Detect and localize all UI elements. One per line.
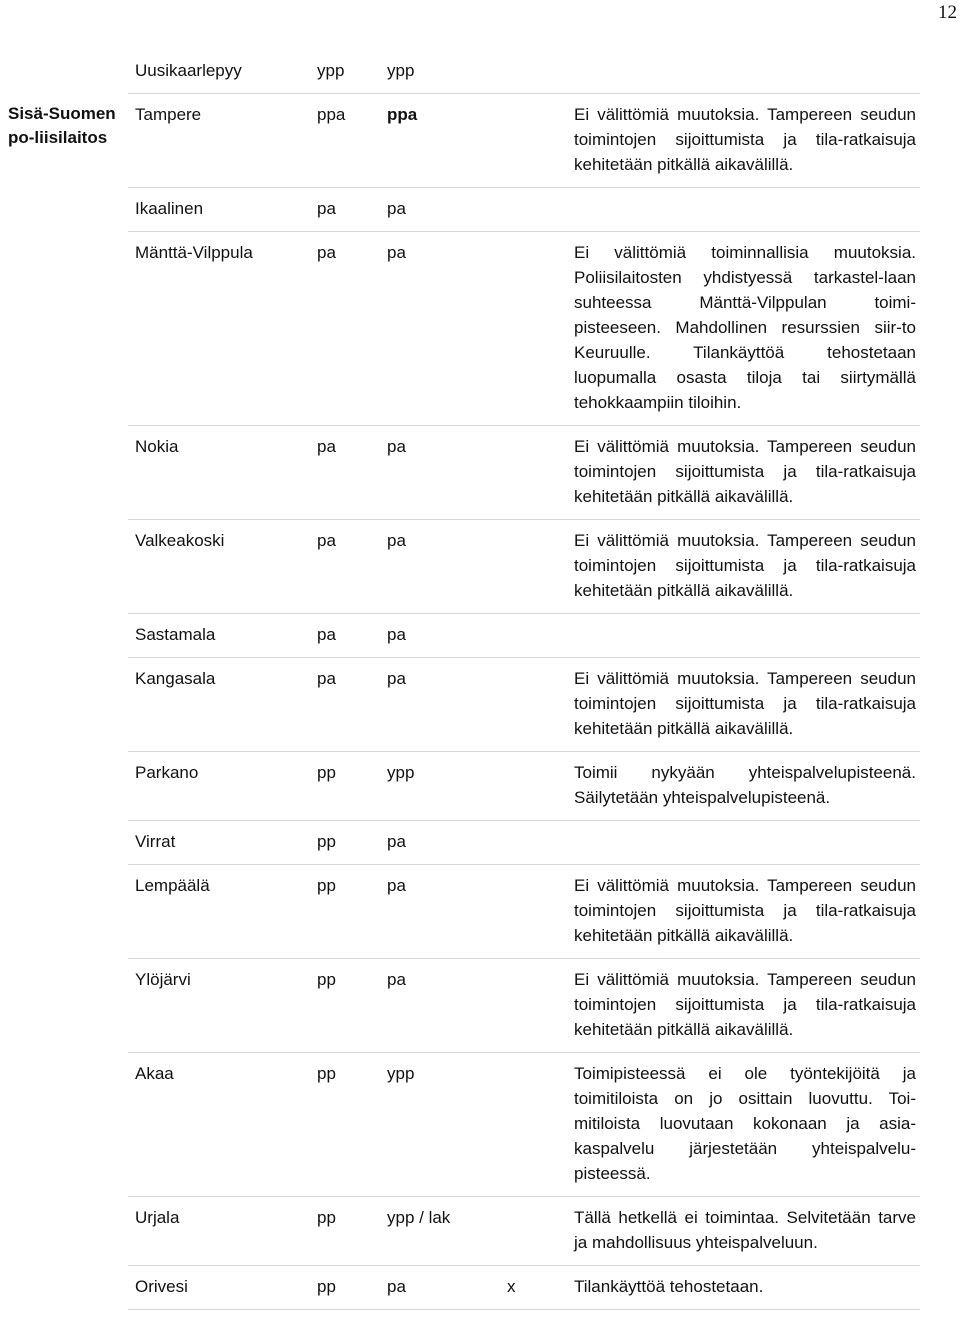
org-name bbox=[0, 959, 128, 1053]
table-row bbox=[0, 520, 920, 614]
org-name bbox=[0, 1266, 128, 1310]
mark bbox=[500, 865, 567, 959]
proposed-status: ppa bbox=[380, 94, 500, 188]
location-name: Akaa bbox=[128, 1053, 310, 1197]
location-name: Kangasala bbox=[128, 658, 310, 752]
org-name bbox=[0, 426, 128, 520]
org-name bbox=[0, 1197, 128, 1266]
table-row bbox=[0, 426, 920, 520]
proposed-status: pa bbox=[380, 232, 500, 426]
location-name: Uusikaarlepyy bbox=[128, 50, 310, 94]
location-name: Mänttä-Vilppula bbox=[128, 232, 310, 426]
table-row bbox=[0, 232, 920, 426]
note-text bbox=[567, 614, 920, 658]
proposed-status: pa bbox=[380, 865, 500, 959]
proposed-status: pa bbox=[380, 426, 500, 520]
location-name: Sastamala bbox=[128, 614, 310, 658]
note-text: Ei välittömiä muutoksia. Tampereen seudun toimintojen sijoittumista ja tila-ratkaisuja kehitetään pitkällä aikavälillä. bbox=[567, 520, 920, 614]
org-name bbox=[0, 520, 128, 614]
proposed-status: pa bbox=[380, 959, 500, 1053]
location-name: Lempäälä bbox=[128, 865, 310, 959]
table-row bbox=[0, 1197, 920, 1266]
table-row bbox=[0, 188, 920, 232]
current-status: pp bbox=[310, 865, 380, 959]
police-station-table bbox=[0, 50, 920, 1310]
mark bbox=[500, 1053, 567, 1197]
note-text: Toimii nykyään yhteispalvelupisteenä. Säilytetään yhteispalvelupisteenä. bbox=[567, 752, 920, 821]
location-name: Ikaalinen bbox=[128, 188, 310, 232]
proposed-status: pa bbox=[380, 614, 500, 658]
mark bbox=[500, 614, 567, 658]
current-status: pp bbox=[310, 1266, 380, 1310]
current-status: pp bbox=[310, 821, 380, 865]
mark bbox=[500, 188, 567, 232]
current-status: pp bbox=[310, 752, 380, 821]
proposed-status: ypp / lak bbox=[380, 1197, 500, 1266]
mark bbox=[500, 232, 567, 426]
proposed-status: pa bbox=[380, 520, 500, 614]
current-status: ppa bbox=[310, 94, 380, 188]
note-text bbox=[567, 188, 920, 232]
page-number: 12 bbox=[938, 2, 957, 23]
table-body bbox=[0, 50, 920, 1310]
proposed-status: pa bbox=[380, 1266, 500, 1310]
note-text: Ei välittömiä muutoksia. Tampereen seudun toimintojen sijoittumista ja tila-ratkaisuja kehitetään pitkällä aikavälillä. bbox=[567, 959, 920, 1053]
table-row bbox=[0, 50, 920, 94]
location-name: Urjala bbox=[128, 1197, 310, 1266]
table-row bbox=[0, 865, 920, 959]
location-name: Tampere bbox=[128, 94, 310, 188]
org-name: Sisä-Suomen po-liisilaitos bbox=[8, 103, 116, 147]
location-name: Valkeakoski bbox=[128, 520, 310, 614]
table-row bbox=[0, 752, 920, 821]
note-text bbox=[567, 821, 920, 865]
table-row bbox=[0, 821, 920, 865]
org-name bbox=[0, 50, 128, 94]
mark bbox=[500, 520, 567, 614]
current-status: pp bbox=[310, 959, 380, 1053]
current-status: pa bbox=[310, 232, 380, 426]
mark: x bbox=[500, 1266, 567, 1310]
mark bbox=[500, 94, 567, 188]
current-status: pa bbox=[310, 658, 380, 752]
note-text: Ei välittömiä muutoksia. Tampereen seudun toimintojen sijoittumista ja tila-ratkaisuja kehitetään pitkällä aikavälillä. bbox=[567, 426, 920, 520]
note-text: Ei välittömiä muutoksia. Tampereen seudun toimintojen sijoittumista ja tila-ratkaisuja kehitetään pitkällä aikavälillä. bbox=[567, 94, 920, 188]
current-status: pa bbox=[310, 188, 380, 232]
mark bbox=[500, 959, 567, 1053]
mark bbox=[500, 821, 567, 865]
mark bbox=[500, 426, 567, 520]
mark bbox=[500, 658, 567, 752]
table-row bbox=[0, 959, 920, 1053]
proposed-status: ypp bbox=[380, 50, 500, 94]
current-status: pp bbox=[310, 1053, 380, 1197]
table-row bbox=[0, 1266, 920, 1310]
location-name: Virrat bbox=[128, 821, 310, 865]
location-name: Parkano bbox=[128, 752, 310, 821]
proposed-status: ypp bbox=[380, 1053, 500, 1197]
current-status: pa bbox=[310, 520, 380, 614]
note-text: Tällä hetkellä ei toimintaa. Selvitetään tarve ja mahdollisuus yhteispalveluun. bbox=[567, 1197, 920, 1266]
org-name bbox=[0, 658, 128, 752]
current-status: ypp bbox=[310, 50, 380, 94]
current-status: pa bbox=[310, 426, 380, 520]
org-name bbox=[0, 752, 128, 821]
org-name bbox=[0, 865, 128, 959]
org-name bbox=[0, 614, 128, 658]
org-name bbox=[0, 188, 128, 232]
location-name: Ylöjärvi bbox=[128, 959, 310, 1053]
org-name bbox=[0, 232, 128, 426]
table-row bbox=[0, 658, 920, 752]
mark bbox=[500, 50, 567, 94]
table-row bbox=[0, 94, 920, 188]
note-text: Ei välittömiä toiminnallisia muutoksia. Poliisilaitosten yhdistyessä tarkastel-laan suhteessa Mänttä-Vilppulan toimi-pisteeseen. Mahdollinen resurssien siir-to Keuruulle. Tilankäyttöä tehostetaan luopumalla osasta tiloja tai siirtymällä tehokkaampiin tiloihin. bbox=[567, 232, 920, 426]
proposed-status: ypp bbox=[380, 752, 500, 821]
org-name bbox=[0, 1053, 128, 1197]
proposed-status: pa bbox=[380, 658, 500, 752]
table-row bbox=[0, 614, 920, 658]
note-text bbox=[567, 50, 920, 94]
note-text: Tilankäyttöä tehostetaan. bbox=[567, 1266, 920, 1310]
mark bbox=[500, 752, 567, 821]
location-name: Orivesi bbox=[128, 1266, 310, 1310]
note-text: Ei välittömiä muutoksia. Tampereen seudun toimintojen sijoittumista ja tila-ratkaisuja kehitetään pitkällä aikavälillä. bbox=[567, 658, 920, 752]
note-text: Toimipisteessä ei ole työntekijöitä ja toimitiloista on jo osittain luovuttu. Toi-mitiloista luovutaan kokonaan ja asia-kaspalvelu järjestetään yhteispalvelu-pisteessä. bbox=[567, 1053, 920, 1197]
current-status: pa bbox=[310, 614, 380, 658]
note-text: Ei välittömiä muutoksia. Tampereen seudun toimintojen sijoittumista ja tila-ratkaisuja kehitetään pitkällä aikavälillä. bbox=[567, 865, 920, 959]
table-row bbox=[0, 1053, 920, 1197]
proposed-status: pa bbox=[380, 821, 500, 865]
org-name bbox=[0, 821, 128, 865]
current-status: pp bbox=[310, 1197, 380, 1266]
proposed-status: pa bbox=[380, 188, 500, 232]
location-name: Nokia bbox=[128, 426, 310, 520]
mark bbox=[500, 1197, 567, 1266]
